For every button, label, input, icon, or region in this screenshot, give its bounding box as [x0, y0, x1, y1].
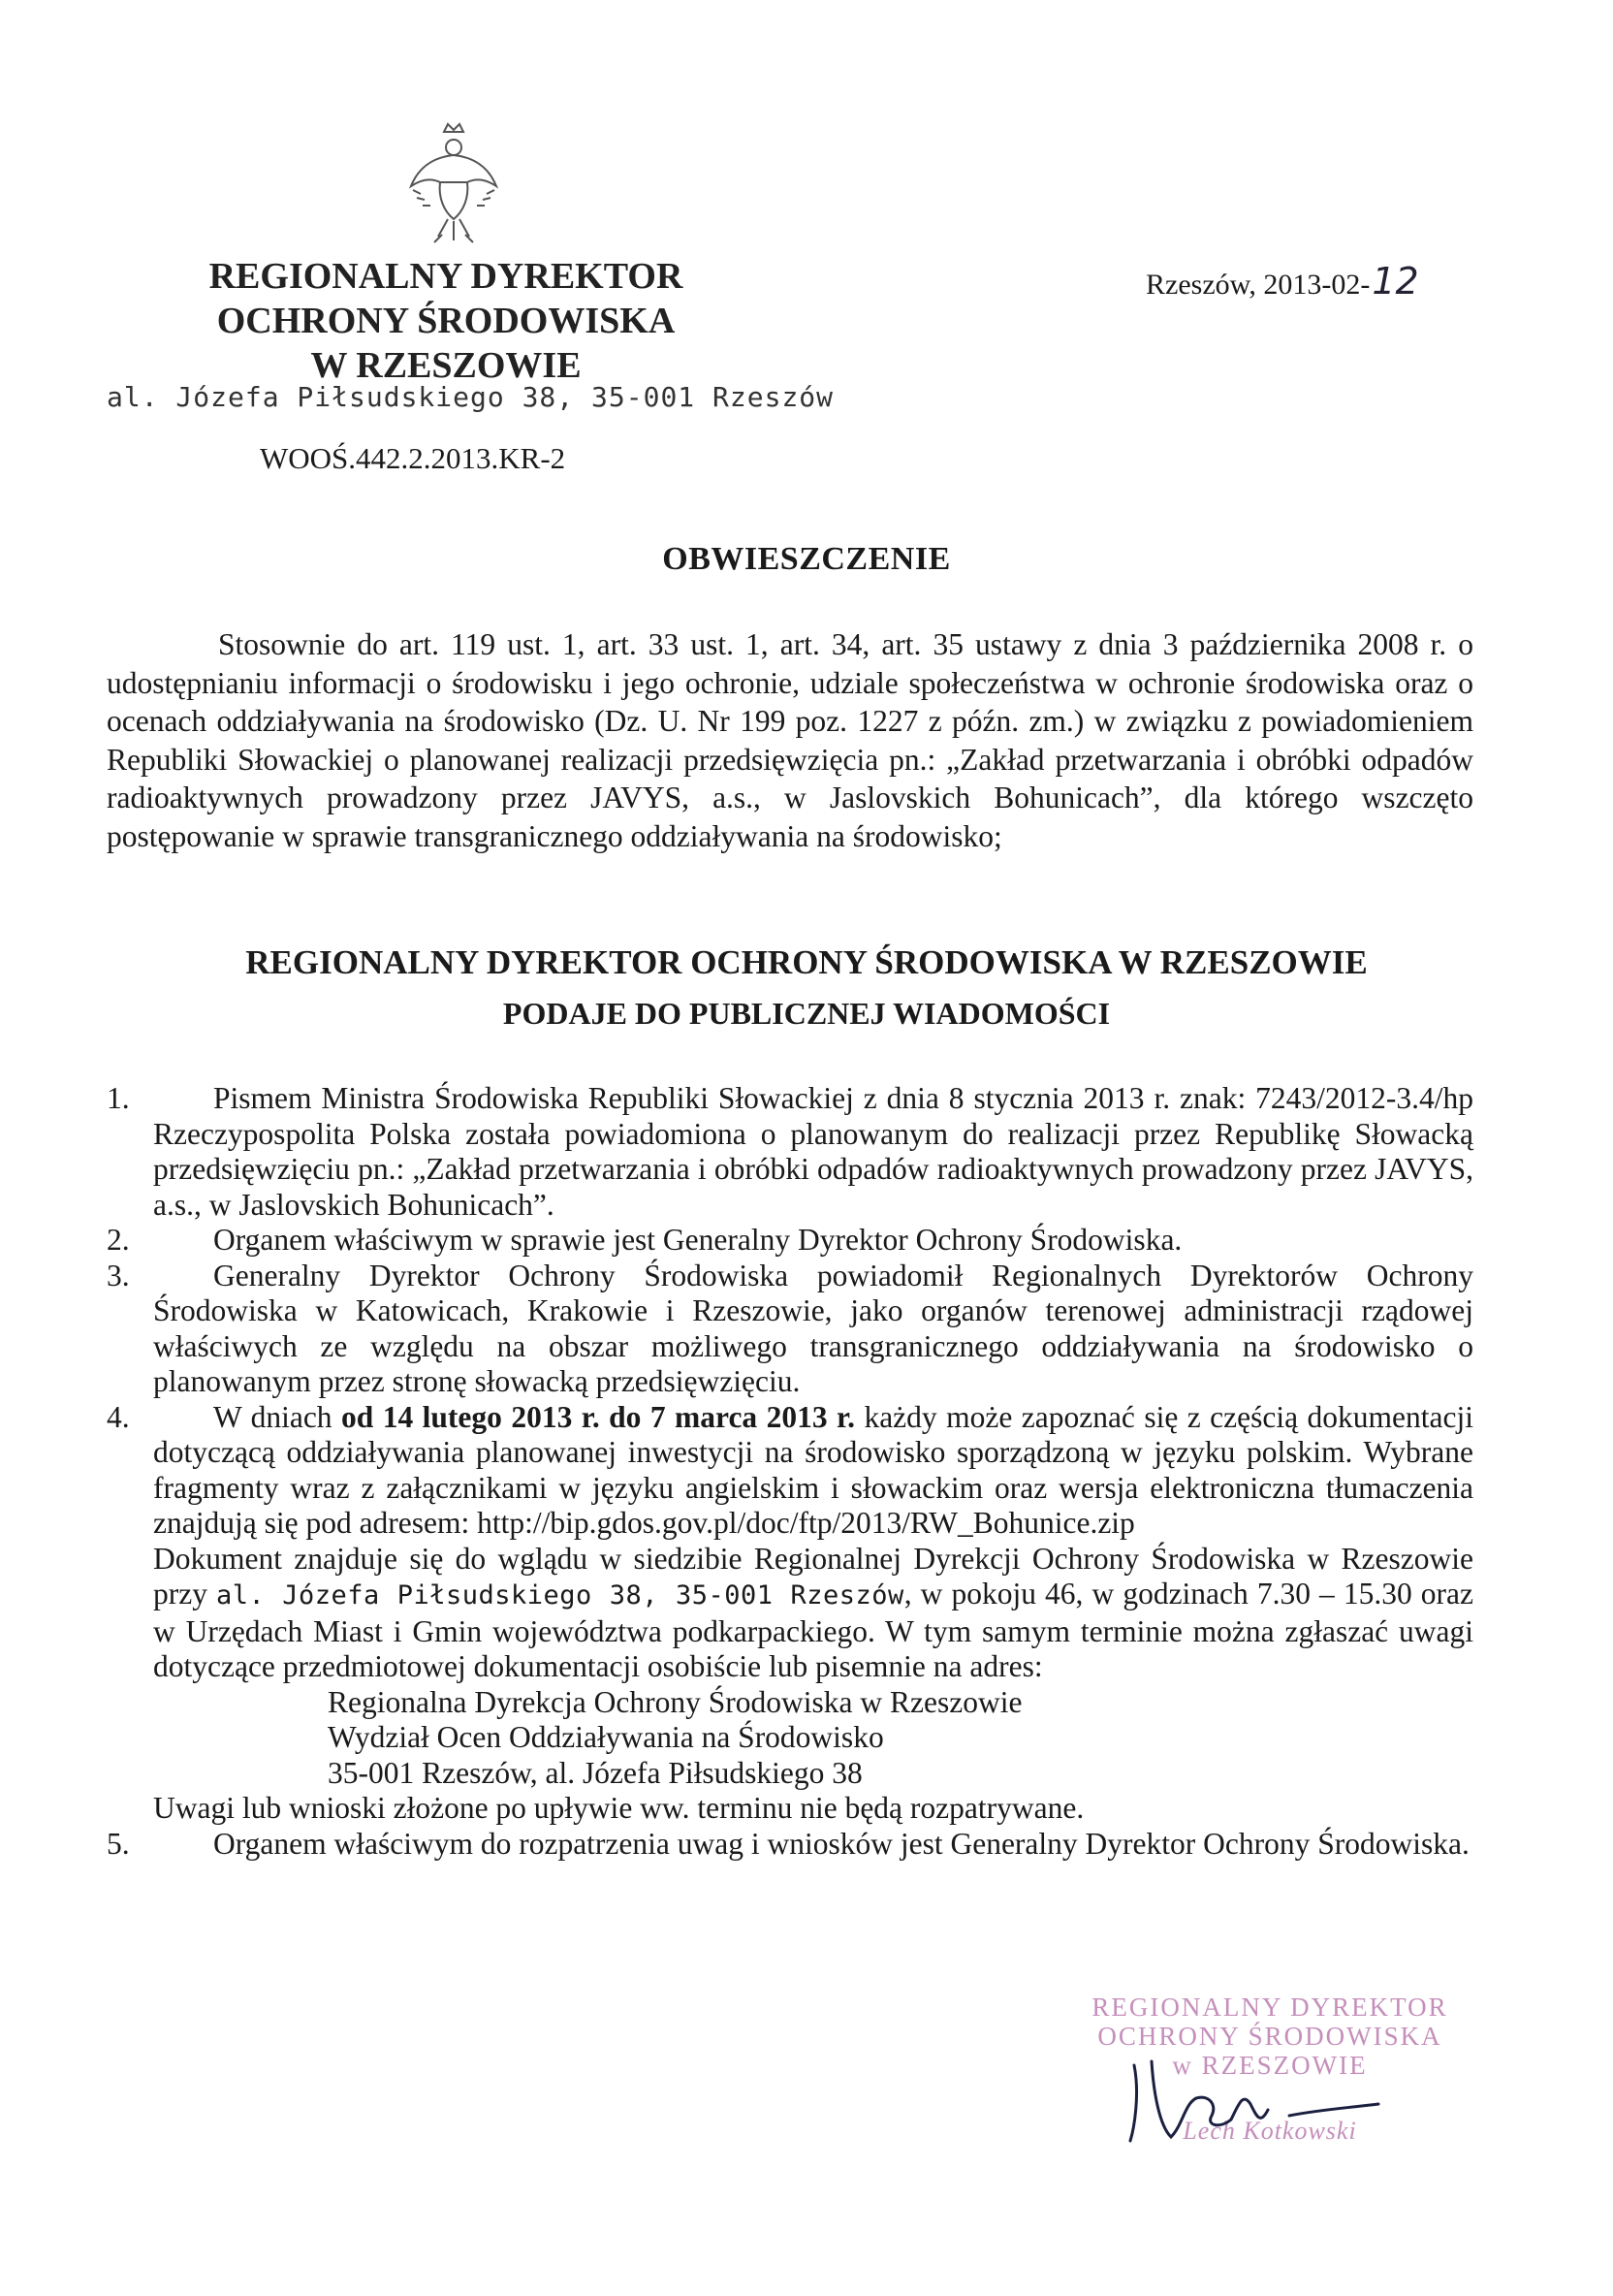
item-text-before: W dniach — [213, 1399, 341, 1434]
eagle-emblem-icon — [405, 118, 502, 254]
intro-text: Stosownie do art. 119 ust. 1, art. 33 ust. 1, art. 34, art. 35 ustawy z dnia 3 października 2008 r. o udostępnianiu informacji o środowisku i jego ochronie, udziale społeczeństwa w ochronie środowiska oraz o ocenach oddziaływania na środowisko (Dz. U. Nr 199 poz. 1227 z późn. zm.) w związku z powiadomieniem Republiki Słowackiej o planowanej realizacji przedsięwzięcia pn.: „Zakład przetwarzania i obróbki odpadów radioaktywnych prowadzony przez JAVYS, a.s., w Jaslovskich Bohunicach”, dla którego wszczęto postępowanie w sprawie transgranicznego oddziaływania na środowisko; — [107, 627, 1473, 853]
item-text: Generalny Dyrektor Ochrony Środowiska powiadomił Regionalnych Dyrektorów Ochrony Środowiska w Katowicach, Krakowie i Rzeszowie, jako organów terenowej administracji rządowej właściwych ze względu na obszar możliwego transgranicznego oddziaływania na środowisko o planowanym przez stronę słowacką przedsięwzięciu. — [153, 1258, 1473, 1398]
item-number: 1. — [107, 1081, 130, 1115]
mailing-address — [153, 1685, 1473, 1792]
list-item-5 — [107, 1827, 1473, 1863]
item-closing: Uwagi lub wnioski złożone po upływie ww. terminu nie będą rozpatrywane. — [153, 1791, 1085, 1825]
list-item-1 — [107, 1081, 1473, 1223]
item-number: 2. — [107, 1223, 130, 1257]
item-text — [153, 1400, 1473, 1542]
item-number: 4. — [107, 1399, 130, 1434]
intro-paragraph — [107, 625, 1473, 855]
numbered-list — [107, 1081, 1473, 1862]
handwritten-day: 12 — [1372, 260, 1419, 303]
authority-line-1: REGIONALNY DYREKTOR — [208, 256, 683, 297]
item-paragraph-2 — [153, 1542, 1473, 1685]
mailing-address-line-1: Regionalna Dyrekcja Ochrony Środowiska w Rzeszowie — [328, 1684, 1023, 1719]
document-title: OBWIESZCZENIE — [662, 541, 951, 577]
item-number: 3. — [107, 1258, 130, 1292]
item-dates: od 14 lutego 2013 r. do 7 marca 2013 r. — [341, 1399, 856, 1434]
list-item-4 — [107, 1400, 1473, 1827]
para2-before: Dokument znajduje się do wglądu w siedzibie Regionalnej Dyrekcji Ochrony Środowiska w Rzeszowie przy — [153, 1541, 1473, 1610]
place-date-text: Rzeszów, 2013-02- — [1146, 269, 1371, 301]
authority-address: al. Józefa Piłsudskiego 38, 35-001 Rzeszów — [107, 381, 835, 413]
item-text: Organem właściwym w sprawie jest Generalny Dyrektor Ochrony Środowiska. — [213, 1223, 1183, 1257]
case-number: WOOŚ.442.2.2013.KR-2 — [260, 441, 566, 475]
heading-authority: REGIONALNY DYREKTOR OCHRONY ŚRODOWISKA W RZESZOWIE — [245, 943, 1368, 981]
item-text-after: każdy może zapoznać się z częścią dokumentacji dotyczącą oddziaływania planowanej inwestycji na środowisko sporządzoną w języku polskim. Wybrane fragmenty wraz z załącznikami w języku angielskim i słowackim oraz wersja elektroniczna tłumaczenia znajdują się pod adresem: http://bip.gdos.gov.pl/doc/ftp/2013/RW_Bohunice.zip — [153, 1399, 1473, 1540]
handwritten-signature — [1115, 2036, 1425, 2152]
stamp-line-3: w RZESZOWIE — [1172, 2051, 1368, 2080]
stamp-line-2: OCHRONY ŚRODOWISKA — [1097, 2022, 1442, 2051]
item-number: 5. — [107, 1826, 130, 1861]
mailing-address-line-2: Wydział Ocen Oddziaływania na Środowisko — [328, 1720, 884, 1754]
authority-line-2: OCHRONY ŚRODOWISKA — [216, 301, 676, 341]
authority-line-3: W RZESZOWIE — [310, 345, 582, 386]
authority-name — [145, 254, 746, 388]
item-text: Pismem Ministra Środowiska Republiki Słowackiej z dnia 8 stycznia 2013 r. znak: 7243/2012-3.4/hp Rzeczypospolita Polska została powiadomiona o planowanym do realizacji przez Republikę Słowacką przedsięwzięciu pn.: „Zakład przetwarzania i obróbki odpadów radioaktywnych prowadzony przez JAVYS, a.s., w Jaslovskich Bohunicach”. — [153, 1081, 1473, 1222]
heading-announce: PODAJE DO PUBLICZNEJ WIADOMOŚCI — [502, 996, 1111, 1031]
para2-after: , w pokoju 46, w godzinach 7.30 – 15.30 oraz w Urzędach Miast i Gmin województwa podkarpackiego. W tym samym terminie można zgłaszać uwagi dotyczące przedmiotowej dokumentacji osobiście lub pisemnie na adres: — [153, 1577, 1473, 1683]
stamp-signatory: Lech Kotkowski — [1183, 2117, 1357, 2145]
list-item-2 — [107, 1223, 1473, 1259]
place-date — [1146, 260, 1419, 303]
mailing-address-line-3: 35-001 Rzeszów, al. Józefa Piłsudskiego 38 — [328, 1755, 863, 1790]
list-item-3 — [107, 1259, 1473, 1400]
item-text: Organem właściwym do rozpatrzenia uwag i wniosków jest Generalny Dyrektor Ochrony Środowiska. — [213, 1826, 1470, 1861]
stamp-line-1: REGIONALNY DYREKTOR — [1091, 1993, 1448, 2022]
para2-address: al. Józefa Piłsudskiego 38, 35-001 Rzeszów — [216, 1580, 904, 1610]
